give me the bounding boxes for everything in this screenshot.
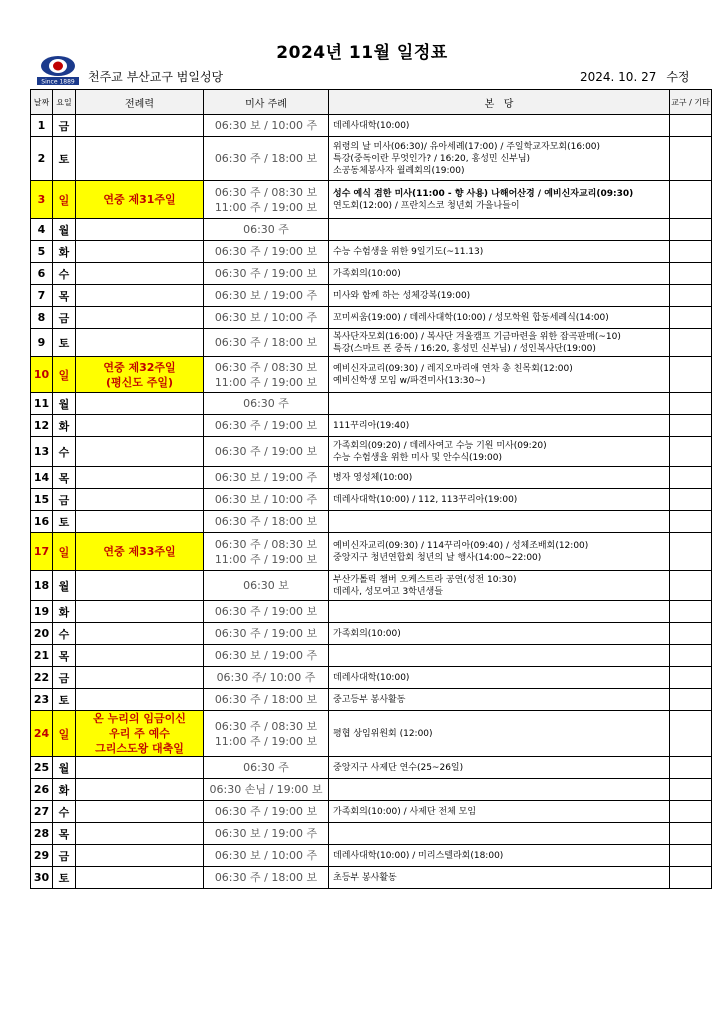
events-cell: [329, 357, 670, 393]
church-logo: [33, 54, 83, 86]
ev-line: 예비신자교리(09:30) / 레지오마리애 연차 총 친목회(12:00): [333, 363, 573, 374]
weekday-cell: 일: [53, 181, 76, 219]
weekday-cell: 월: [53, 571, 76, 601]
events-cell: [329, 533, 670, 571]
liturgy-cell: [76, 437, 204, 467]
lit-line: 온 누리의 임금이신: [93, 712, 186, 725]
day-cell: 22: [31, 667, 53, 689]
etc-cell: [670, 285, 712, 307]
table-row: [31, 415, 712, 437]
revision-date: 2024. 10. 27: [580, 70, 657, 84]
mass-line: 11:00 주 / 19:00 보: [214, 375, 318, 389]
mass-line: 06:30 주/ 10:00 주: [216, 671, 316, 684]
ev-line: 수능 수험생을 위한 미사 및 안수식(19:00): [333, 452, 502, 463]
liturgy-cell: [76, 623, 204, 645]
weekday-cell: 토: [53, 137, 76, 181]
weekday-cell: 목: [53, 645, 76, 667]
etc-cell: [670, 711, 712, 757]
etc-cell: [670, 437, 712, 467]
mass-cell: [204, 467, 329, 489]
ev-line: 중앙지구 청년연합회 청년의 날 행사(14:00~22:00): [333, 552, 542, 563]
mass-cell: [204, 571, 329, 601]
weekday-cell: 화: [53, 241, 76, 263]
ev-line: 예비신자교리(09:30) / 114꾸리아(09:40) / 성체조배회(12:00): [333, 540, 589, 551]
table-row: [31, 533, 712, 571]
liturgy-cell: [76, 667, 204, 689]
mass-line: 06:30 주 / 08:30 보: [214, 185, 318, 199]
ev-line: 꼬미씨움(19:00) / 데레사대학(10:00) / 성모학원 합동세례식(14:00): [333, 312, 609, 323]
day-cell: 21: [31, 645, 53, 667]
table-row: [31, 757, 712, 779]
ev-line: 데레사대학(10:00) / 112, 113꾸리아(19:00): [333, 494, 518, 505]
ev-line: 예비신학생 모임 w/파견미사(13:30~): [333, 375, 486, 386]
weekday-cell: 일: [53, 357, 76, 393]
table-row: [31, 437, 712, 467]
weekday-cell: 토: [53, 689, 76, 711]
day-cell: 4: [31, 219, 53, 241]
weekday-cell: 월: [53, 219, 76, 241]
events-cell: [329, 393, 670, 415]
etc-cell: [670, 241, 712, 263]
day-cell: 20: [31, 623, 53, 645]
events-cell: [329, 689, 670, 711]
mass-line: 06:30 주 / 19:00 보: [214, 267, 318, 280]
lit-line: (평신도 주일): [105, 375, 173, 389]
svg-text:Since 1889: Since 1889: [41, 78, 75, 86]
day-cell: 26: [31, 779, 53, 801]
mass-line: 06:30 주 / 19:00 보: [214, 245, 318, 258]
liturgy-cell: [76, 689, 204, 711]
etc-cell: [670, 667, 712, 689]
mass-cell: [204, 511, 329, 533]
liturgy-cell: [76, 489, 204, 511]
etc-cell: [670, 689, 712, 711]
day-cell: 1: [31, 115, 53, 137]
mass-cell: [204, 415, 329, 437]
mass-cell: [204, 823, 329, 845]
events-cell: [329, 467, 670, 489]
table-row: [31, 263, 712, 285]
liturgy-cell: [76, 867, 204, 889]
ev-line: 초등부 봉사활동: [333, 872, 397, 883]
table-row: [31, 645, 712, 667]
ev-line: 미사와 함께 하는 성체강복(19:00): [333, 290, 471, 301]
liturgy-cell: [76, 467, 204, 489]
events-cell: [329, 437, 670, 467]
table-row: [31, 307, 712, 329]
ev-line: 연도회(12:00) / 프란치스코 청년회 가을나들이: [333, 200, 520, 211]
ev-line: 데레사대학(10:00): [333, 120, 410, 131]
events-cell: [329, 307, 670, 329]
mass-cell: [204, 489, 329, 511]
table-row: [31, 219, 712, 241]
weekday-cell: 화: [53, 415, 76, 437]
liturgy-cell: [76, 393, 204, 415]
lit-line: 우리 주 예수: [109, 727, 170, 740]
liturgy-cell: [76, 285, 204, 307]
day-cell: 28: [31, 823, 53, 845]
events-cell: [329, 219, 670, 241]
table-row: [31, 467, 712, 489]
weekday-cell: 수: [53, 437, 76, 467]
ev-line: 병자 영성체(10:00): [333, 472, 413, 483]
lit-line: 연중 제33주일: [103, 545, 176, 558]
ev-line: 부산가톨릭 챔버 오케스트라 공연(성전 10:30): [333, 574, 517, 585]
etc-cell: [670, 115, 712, 137]
table-row: [31, 357, 712, 393]
mass-line: 06:30 주 / 18:00 보: [214, 871, 318, 884]
etc-cell: [670, 801, 712, 823]
revision-note: [580, 68, 690, 85]
etc-cell: [670, 393, 712, 415]
etc-cell: [670, 357, 712, 393]
day-cell: 8: [31, 307, 53, 329]
weekday-cell: 월: [53, 757, 76, 779]
header-etc: 교구 / 기타: [670, 90, 712, 115]
day-cell: 25: [31, 757, 53, 779]
liturgy-cell: [76, 263, 204, 285]
day-cell: 24: [31, 711, 53, 757]
events-cell: [329, 115, 670, 137]
day-cell: 2: [31, 137, 53, 181]
mass-line: 06:30 주 / 19:00 보: [214, 627, 318, 640]
mass-line: 06:30 주: [243, 761, 289, 774]
mass-cell: [204, 219, 329, 241]
header-row: [31, 90, 712, 115]
events-cell: [329, 489, 670, 511]
mass-cell: [204, 181, 329, 219]
etc-cell: [670, 181, 712, 219]
schedule-table: [30, 89, 712, 889]
mass-cell: [204, 329, 329, 357]
mass-cell: [204, 867, 329, 889]
weekday-cell: 수: [53, 623, 76, 645]
mass-line: 06:30 주 / 19:00 보: [214, 445, 318, 458]
liturgy-cell: [76, 329, 204, 357]
day-cell: 10: [31, 357, 53, 393]
header-mass: 미사 주례: [204, 90, 329, 115]
lit-line: 연중 제32주일: [103, 360, 176, 374]
ev-line: 특강(중독이란 무엇인가? / 16:20, 홍성민 신부님): [333, 153, 531, 164]
header-main: 본 당: [329, 90, 670, 115]
ev-line: 가족회의(10:00): [333, 268, 401, 279]
ev-line: 데레사대학(10:00): [333, 672, 410, 683]
liturgy-cell: [76, 415, 204, 437]
weekday-cell: 화: [53, 779, 76, 801]
liturgy-cell: [76, 357, 204, 393]
table-row: [31, 115, 712, 137]
table-row: [31, 137, 712, 181]
table-row: [31, 867, 712, 889]
ev-line: 111꾸리아(19:40): [333, 420, 410, 431]
liturgy-cell: [76, 307, 204, 329]
table-row: [31, 779, 712, 801]
weekday-cell: 금: [53, 845, 76, 867]
day-cell: 18: [31, 571, 53, 601]
mass-line: 06:30 주 / 18:00 보: [214, 693, 318, 706]
events-cell: [329, 511, 670, 533]
weekday-cell: 금: [53, 115, 76, 137]
ev-line: 가족회의(10:00) / 사제단 전체 모임: [333, 806, 477, 817]
mass-cell: [204, 137, 329, 181]
day-cell: 7: [31, 285, 53, 307]
events-cell: [329, 801, 670, 823]
header-weekday: 요일: [53, 90, 76, 115]
weekday-cell: 일: [53, 533, 76, 571]
etc-cell: [670, 137, 712, 181]
weekday-cell: 금: [53, 307, 76, 329]
mass-cell: [204, 845, 329, 867]
etc-cell: [670, 219, 712, 241]
weekday-cell: 토: [53, 867, 76, 889]
mass-line: 06:30 보 / 19:00 주: [214, 649, 318, 662]
table-row: [31, 285, 712, 307]
table-row: [31, 489, 712, 511]
etc-cell: [670, 823, 712, 845]
etc-cell: [670, 307, 712, 329]
weekday-cell: 화: [53, 601, 76, 623]
ev-line: 데레사, 성모여고 3학년생들: [333, 586, 443, 597]
table-row: [31, 845, 712, 867]
mass-cell: [204, 263, 329, 285]
mass-cell: [204, 357, 329, 393]
day-cell: 11: [31, 393, 53, 415]
mass-line: 06:30 보 / 10:00 주: [214, 849, 318, 862]
liturgy-cell: [76, 115, 204, 137]
liturgy-cell: [76, 533, 204, 571]
table-row: [31, 393, 712, 415]
weekday-cell: 목: [53, 467, 76, 489]
table-row: [31, 711, 712, 757]
ev-line: 중고등부 봉사활동: [333, 694, 406, 705]
weekday-cell: 목: [53, 285, 76, 307]
liturgy-cell: [76, 601, 204, 623]
mass-line: 06:30 주 / 08:30 보: [214, 360, 318, 374]
table-row: [31, 823, 712, 845]
ev-line: 가족회의(09:20) / 데레사여고 수능 기원 미사(09:20): [333, 440, 547, 451]
mass-cell: [204, 437, 329, 467]
day-cell: 17: [31, 533, 53, 571]
lit-line: 그리스도왕 대축일: [95, 742, 184, 755]
liturgy-cell: [76, 845, 204, 867]
events-cell: [329, 415, 670, 437]
weekday-cell: 일: [53, 711, 76, 757]
mass-cell: [204, 645, 329, 667]
ev-line: 데레사대학(10:00) / 미리스텔라회(18:00): [333, 850, 504, 861]
mass-line: 06:30 주 / 08:30 보: [214, 537, 318, 551]
mass-cell: [204, 285, 329, 307]
day-cell: 27: [31, 801, 53, 823]
events-cell: [329, 779, 670, 801]
events-cell: [329, 285, 670, 307]
etc-cell: [670, 623, 712, 645]
mass-cell: [204, 241, 329, 263]
events-cell: [329, 867, 670, 889]
liturgy-cell: [76, 823, 204, 845]
ev-line: 복사단자모회(16:00) / 복사단 겨울캠프 기금마련을 위한 잡곡판매(~10): [333, 331, 621, 342]
ev-line: 소공동체봉사자 월례회의(19:00): [333, 165, 465, 176]
ev-line: 수능 수험생을 위한 9일기도(~11.13): [333, 246, 484, 257]
table-row: [31, 801, 712, 823]
day-cell: 13: [31, 437, 53, 467]
revision-label: 수정: [666, 70, 690, 84]
etc-cell: [670, 329, 712, 357]
ev-line: 특강(스마트 폰 중독 / 16:20, 홍성민 신부님) / 성인복사단(19:00): [333, 343, 596, 354]
etc-cell: [670, 757, 712, 779]
events-cell: [329, 241, 670, 263]
ev-line: 중앙지구 사제단 연수(25~26일): [333, 762, 464, 773]
liturgy-cell: [76, 181, 204, 219]
events-cell: [329, 823, 670, 845]
events-cell: [329, 757, 670, 779]
table-row: [31, 329, 712, 357]
ev-line: 위령의 날 미사(06:30)/ 유아세례(17:00) / 주일학교자모회(16:00): [333, 141, 601, 152]
liturgy-cell: [76, 137, 204, 181]
lit-line: 연중 제31주일: [103, 193, 176, 206]
mass-line: 11:00 주 / 19:00 보: [214, 734, 318, 748]
etc-cell: [670, 489, 712, 511]
table-row: [31, 241, 712, 263]
day-cell: 12: [31, 415, 53, 437]
weekday-cell: 금: [53, 667, 76, 689]
liturgy-cell: [76, 571, 204, 601]
mass-line: 06:30 주: [243, 223, 289, 236]
mass-line: 06:30 주 / 18:00 보: [214, 336, 318, 349]
header-liturgy: 전례력: [76, 90, 204, 115]
mass-cell: [204, 801, 329, 823]
mass-line: 06:30 주 / 19:00 보: [214, 419, 318, 432]
mass-cell: [204, 689, 329, 711]
liturgy-cell: [76, 757, 204, 779]
table-row: [31, 623, 712, 645]
day-cell: 23: [31, 689, 53, 711]
mass-line: 06:30 손님 / 19:00 보: [209, 783, 323, 796]
table-row: [31, 181, 712, 219]
mass-cell: [204, 667, 329, 689]
day-cell: 14: [31, 467, 53, 489]
mass-line: 06:30 보 / 19:00 주: [214, 289, 318, 302]
mass-cell: [204, 711, 329, 757]
day-cell: 9: [31, 329, 53, 357]
weekday-cell: 목: [53, 823, 76, 845]
etc-cell: [670, 263, 712, 285]
mass-cell: [204, 533, 329, 571]
mass-line: 06:30 보 / 10:00 주: [214, 119, 318, 132]
etc-cell: [670, 511, 712, 533]
ev-line: 가족회의(10:00): [333, 628, 401, 639]
mass-cell: [204, 757, 329, 779]
church-name: 천주교 부산교구 범일성당: [88, 70, 224, 84]
weekday-cell: 수: [53, 801, 76, 823]
events-cell: [329, 601, 670, 623]
mass-line: 06:30 보: [243, 579, 289, 592]
etc-cell: [670, 645, 712, 667]
events-cell: [329, 137, 670, 181]
etc-cell: [670, 467, 712, 489]
weekday-cell: 토: [53, 511, 76, 533]
mass-line: 06:30 주 / 19:00 보: [214, 805, 318, 818]
events-cell: [329, 329, 670, 357]
weekday-cell: 금: [53, 489, 76, 511]
mass-cell: [204, 601, 329, 623]
day-cell: 15: [31, 489, 53, 511]
etc-cell: [670, 571, 712, 601]
mass-line: 11:00 주 / 19:00 보: [214, 552, 318, 566]
table-row: [31, 689, 712, 711]
ev-line: 성수 예식 겸한 미사(11:00 - 향 사용) 나해어산경 / 예비신자교리(09:30): [333, 188, 634, 199]
mass-cell: [204, 393, 329, 415]
etc-cell: [670, 415, 712, 437]
mass-line: 06:30 보 / 10:00 주: [214, 311, 318, 324]
etc-cell: [670, 533, 712, 571]
events-cell: [329, 711, 670, 757]
events-cell: [329, 181, 670, 219]
etc-cell: [670, 779, 712, 801]
weekday-cell: 수: [53, 263, 76, 285]
events-cell: [329, 571, 670, 601]
day-cell: 3: [31, 181, 53, 219]
header-day: 날짜: [31, 90, 53, 115]
day-cell: 5: [31, 241, 53, 263]
liturgy-cell: [76, 511, 204, 533]
mass-cell: [204, 307, 329, 329]
day-cell: 19: [31, 601, 53, 623]
mass-line: 06:30 주 / 08:30 보: [214, 719, 318, 733]
events-cell: [329, 623, 670, 645]
mass-line: 11:00 주 / 19:00 보: [214, 200, 318, 214]
table-row: [31, 667, 712, 689]
day-cell: 16: [31, 511, 53, 533]
liturgy-cell: [76, 711, 204, 757]
mass-cell: [204, 779, 329, 801]
etc-cell: [670, 867, 712, 889]
day-cell: 29: [31, 845, 53, 867]
mass-line: 06:30 보 / 19:00 주: [214, 827, 318, 840]
day-cell: 30: [31, 867, 53, 889]
liturgy-cell: [76, 779, 204, 801]
mass-line: 06:30 주 / 18:00 보: [214, 152, 318, 165]
mass-line: 06:30 보 / 19:00 주: [214, 471, 318, 484]
liturgy-cell: [76, 801, 204, 823]
liturgy-cell: [76, 241, 204, 263]
events-cell: [329, 667, 670, 689]
day-cell: 6: [31, 263, 53, 285]
table-row: [31, 571, 712, 601]
events-cell: [329, 645, 670, 667]
mass-cell: [204, 115, 329, 137]
etc-cell: [670, 845, 712, 867]
mass-line: 06:30 주 / 18:00 보: [214, 515, 318, 528]
events-cell: [329, 263, 670, 285]
ev-line: 평협 상임위원회 (12:00): [333, 728, 433, 739]
etc-cell: [670, 601, 712, 623]
mass-line: 06:30 주 / 19:00 보: [214, 605, 318, 618]
liturgy-cell: [76, 219, 204, 241]
table-row: [31, 511, 712, 533]
events-cell: [329, 845, 670, 867]
weekday-cell: 토: [53, 329, 76, 357]
table-row: [31, 601, 712, 623]
mass-cell: [204, 623, 329, 645]
page-title: 2024년 11월 일정표: [276, 43, 448, 63]
liturgy-cell: [76, 645, 204, 667]
mass-line: 06:30 보 / 10:00 주: [214, 493, 318, 506]
mass-line: 06:30 주: [243, 397, 289, 410]
weekday-cell: 월: [53, 393, 76, 415]
